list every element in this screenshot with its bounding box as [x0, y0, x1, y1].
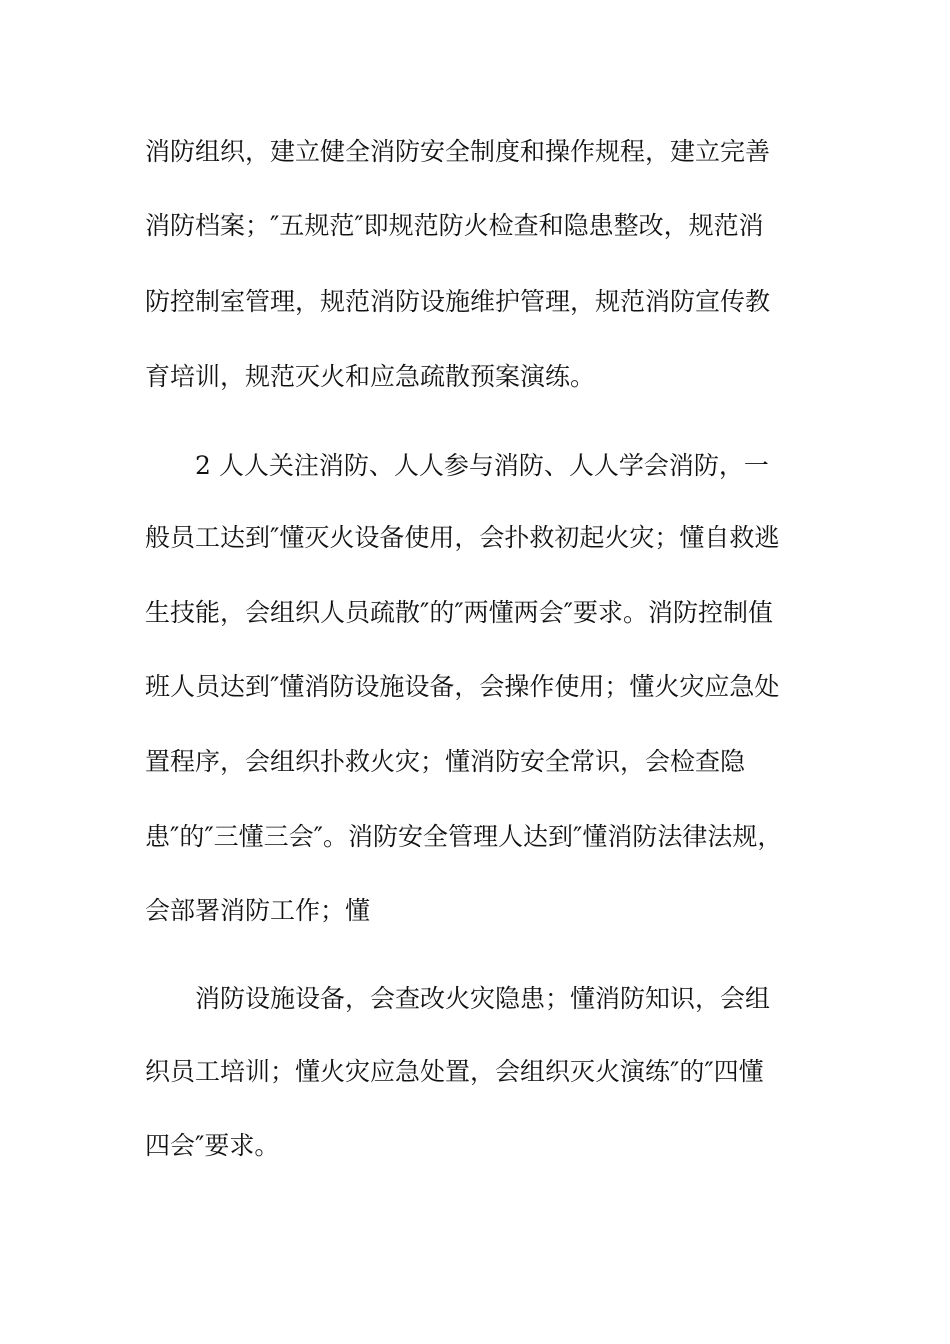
text-line: 消防组织，建立健全消防安全制度和操作规程，建立完善: [145, 137, 771, 166]
text-line: 置程序，会组织扑救火灾；懂消防安全常识，会检查隐: [145, 747, 746, 776]
text-line: 消防档案；″五规范″即规范防火检查和隐患整改，规范消: [145, 211, 764, 240]
paragraph-first-line: 消防设施设备，会查改火灾隐患；懂消防知识，会组: [195, 984, 771, 1013]
text-line: 织员工培训；懂火灾应急处置，会组织灭火演练″的″四懂: [145, 1057, 764, 1086]
text-line: 生技能，会组织人员疏散″的″两懂两会″要求。消防控制值: [145, 598, 774, 627]
text-line: 会部署消防工作；懂: [145, 896, 371, 925]
text-line: 防控制室管理，规范消防设施维护管理，规范消防宣传教: [145, 287, 771, 316]
paragraph-first-line: 2 人人关注消防、人人参与消防、人人学会消防，一: [195, 451, 769, 480]
text-line: 四会″要求。: [145, 1131, 280, 1160]
text-line: 育培训，规范灭火和应急疏散预案演练。: [145, 362, 596, 391]
text-line: 般员工达到″懂灭火设备使用，会扑救初起火灾；懂自救逃: [145, 523, 780, 552]
text-line: 班人员达到″懂消防设施设备，会操作使用；懂火灾应急处: [145, 672, 780, 701]
text-line: 患″的″三懂三会″。消防安全管理人达到″懂消防法律法规，: [145, 822, 783, 851]
